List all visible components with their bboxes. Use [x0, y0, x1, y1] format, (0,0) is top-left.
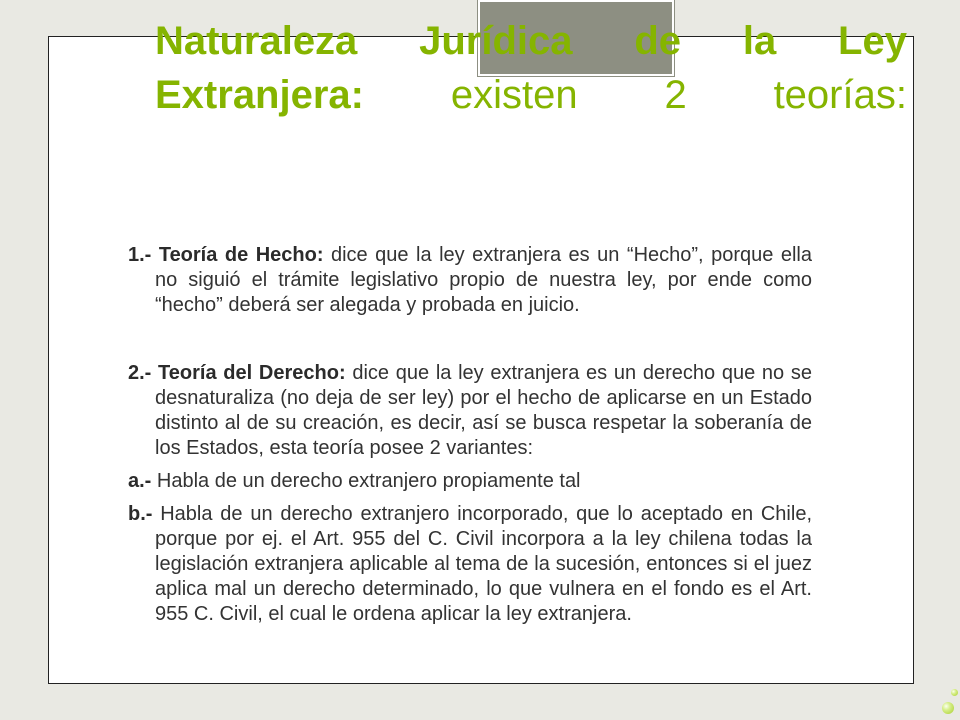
paragraph-label: 1.- Teoría de Hecho: [128, 244, 324, 266]
paragraph-text: dice que la ley extranjera es un derecho que no se desnaturaliza (no deja de ser ley) por el hecho de aplicarse en un Estado distinto al de su creación, es decir, así se busca respetar la soberanía de los Estados, esta teoría posee 2 variantes: [155, 362, 812, 459]
paragraph-text: Habla de un derecho extranjero propiamente tal [151, 470, 581, 492]
decorative-orb [942, 702, 954, 714]
title-word: Extranjera: [155, 73, 364, 117]
paragraph-text: dice que la ley extranjera es un “Hecho”, porque ella no siguió el trámite legislativo propio de nuestra ley, por ende como “hecho” deberá ser alegada y probada en juicio. [155, 244, 812, 316]
paragraph-text: Habla de un derecho extranjero incorporado, que lo aceptado en Chile, porque por ej. el Art. 955 del C. Civil incorpora a la ley chilena todas la legislación extranjera aplicable al tema de la sucesión, entonces si el juez aplica mal un derecho determinado, lo que vulnera en el fondo es el Art. 955 C. Civil, el cual le ordena aplicar la ley extranjera. [152, 503, 812, 625]
decorative-orb [951, 689, 958, 696]
paragraph-label: a.- [128, 470, 152, 492]
slide-title [155, 14, 907, 122]
title-word: Naturaleza [155, 19, 358, 63]
paragraph-variant-a [128, 469, 812, 494]
paragraph-label: b.- [128, 503, 153, 525]
paragraph-theory-of-law [128, 361, 812, 461]
title-word: la [742, 19, 777, 63]
title-word: existen [450, 73, 578, 117]
title-line-1 [155, 14, 907, 68]
title-line-2 [155, 68, 907, 122]
title-word: teorías: [773, 73, 907, 117]
title-word: de [634, 19, 682, 63]
title-word: Jurídica [419, 19, 573, 63]
title-word: 2 [664, 73, 687, 117]
paragraph-theory-of-fact [128, 243, 812, 318]
slide-body [128, 243, 812, 635]
paragraph-variant-b [128, 502, 812, 627]
paragraph-label: 2.- Teoría del Derecho: [128, 362, 346, 384]
title-word: Ley [838, 19, 907, 63]
